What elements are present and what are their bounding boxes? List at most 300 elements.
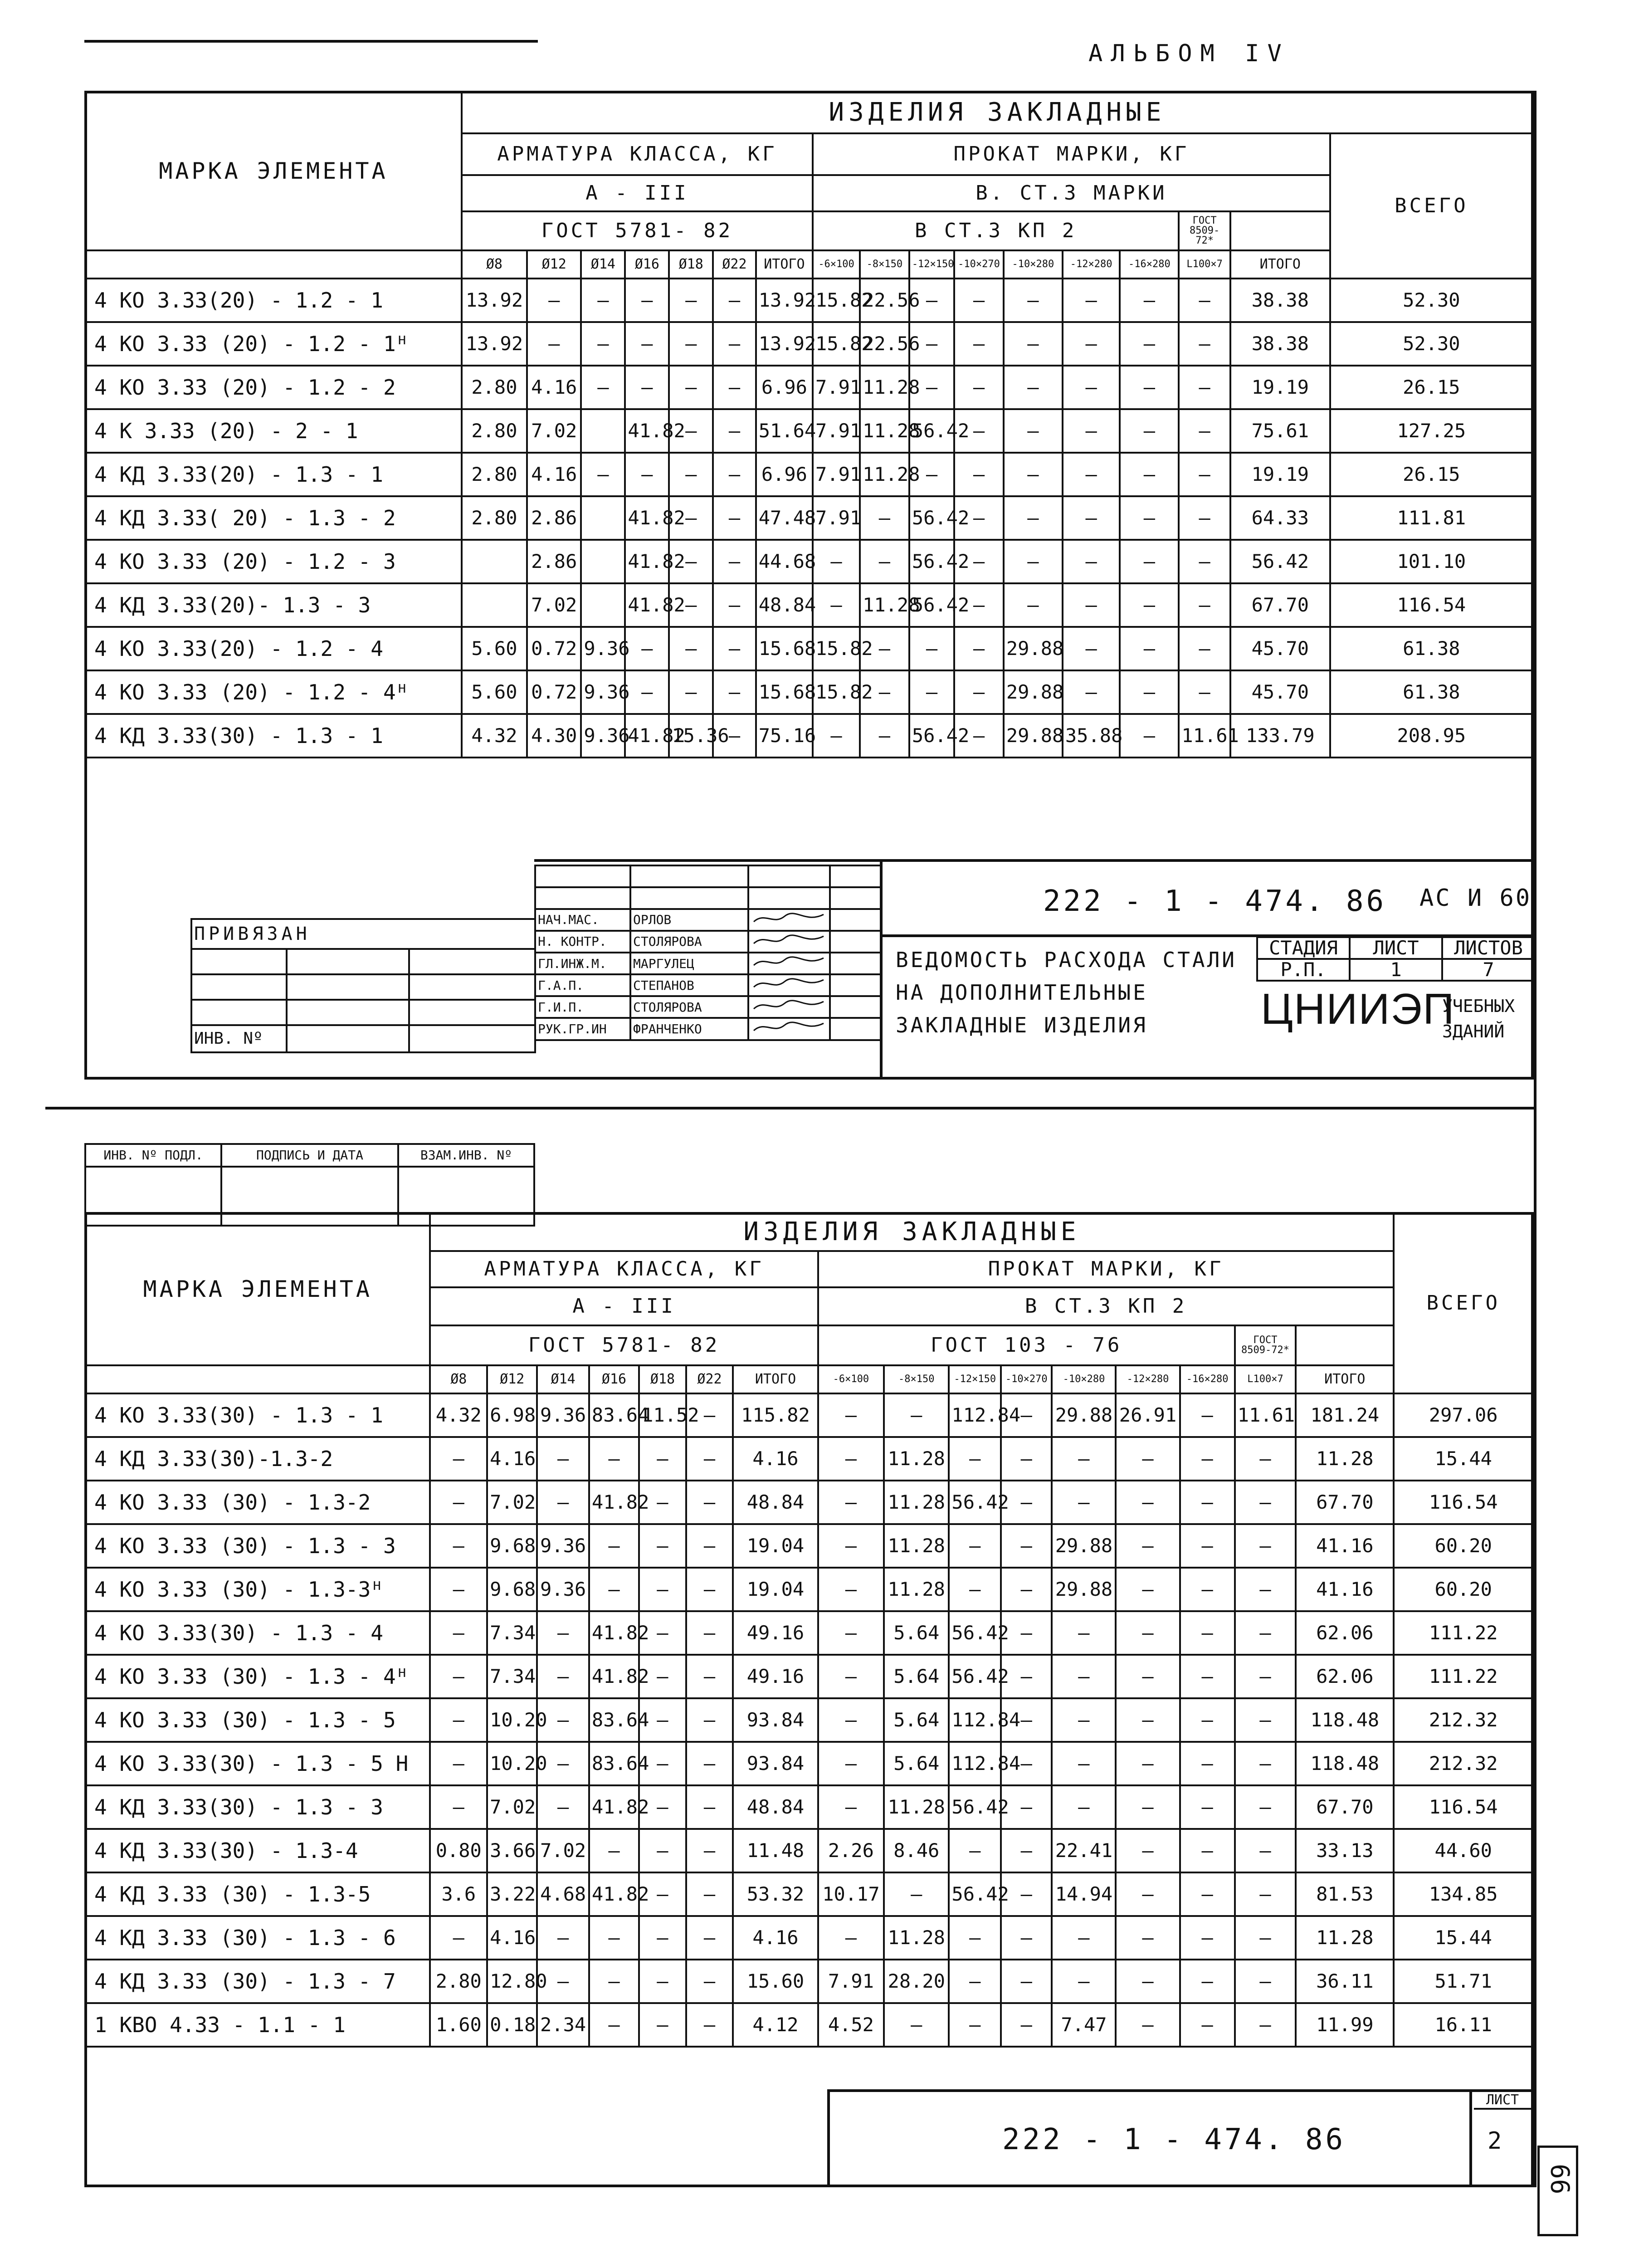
table-cell: —	[1180, 1960, 1235, 2003]
table-cell: —	[713, 366, 756, 409]
element-mark: 4 КО 3.33 (30) - 1.3 - 5	[85, 1698, 430, 1742]
table-cell: —	[1120, 453, 1179, 496]
table-cell: 11.28	[860, 453, 909, 496]
table-cell: —	[949, 1568, 1001, 1611]
top-col-header: ИТОГО	[1230, 250, 1330, 279]
rebar-gost: ГОСТ 5781- 82	[462, 211, 813, 250]
table-cell: —	[1179, 583, 1230, 627]
table-cell: —	[581, 453, 625, 496]
table-cell: —	[430, 1742, 487, 1785]
table-cell: —	[639, 1481, 686, 1524]
table-cell: 115.82	[733, 1393, 818, 1437]
table-cell: 11.28	[860, 583, 909, 627]
table-cell: —	[1120, 627, 1179, 670]
table-cell: —	[686, 1872, 733, 1916]
table-cell: 11.48	[733, 1829, 818, 1872]
table-cell: —	[639, 2003, 686, 2047]
table-cell: —	[818, 1437, 884, 1481]
bottom-col-header: -6×100	[818, 1365, 884, 1393]
table-cell: —	[1180, 1698, 1235, 1742]
table-cell: —	[1120, 366, 1179, 409]
table-cell: 7.91	[813, 409, 860, 453]
element-mark: 4 КД 3.33(30) - 1.3-4	[85, 1829, 430, 1872]
table-cell: 22.56	[860, 322, 909, 366]
table-cell: —	[1116, 2003, 1180, 2047]
table-cell: —	[625, 453, 669, 496]
signature	[748, 953, 830, 974]
role-label: РУК.ГР.ИН	[535, 1018, 630, 1040]
table-row	[85, 1960, 1533, 2003]
role-label: НАЧ.МАС.	[535, 909, 630, 931]
table-cell: 29.88	[1052, 1568, 1116, 1611]
table-cell: 13.92	[756, 279, 813, 322]
table-cell: 44.68	[756, 540, 813, 583]
table-cell: —	[430, 1524, 487, 1568]
table-cell: —	[527, 322, 581, 366]
table-row	[85, 322, 1533, 366]
table-cell: 35.88	[1063, 714, 1120, 758]
bottom-sheet-number: 2	[1488, 2127, 1502, 2155]
table-row	[85, 1611, 1533, 1655]
table-cell: —	[954, 322, 1004, 366]
table-cell: 51.64	[756, 409, 813, 453]
table-cell: —	[860, 670, 909, 714]
table-cell: 19.19	[1230, 366, 1330, 409]
table-cell: —	[1235, 1655, 1296, 1698]
table-cell: —	[1180, 1742, 1235, 1785]
table-row	[85, 409, 1533, 453]
table-cell: 41.16	[1296, 1568, 1394, 1611]
table-cell: —	[1116, 1437, 1180, 1481]
table-cell: —	[1052, 1437, 1116, 1481]
table-cell: —	[589, 1829, 639, 1872]
table-cell: 19.04	[733, 1524, 818, 1568]
element-mark: 4 КО 3.33 (30) - 1.3-3ᴴ	[85, 1568, 430, 1611]
table-cell: —	[949, 1829, 1001, 1872]
personnel-table	[534, 865, 882, 1041]
table-cell: 29.88	[1004, 670, 1063, 714]
table-cell: —	[818, 1916, 884, 1960]
table-cell: —	[537, 1655, 589, 1698]
table-cell: 93.84	[733, 1742, 818, 1785]
table-cell: 61.38	[1330, 670, 1533, 714]
table-cell: —	[1004, 496, 1063, 540]
table-cell: —	[1063, 366, 1120, 409]
mark-header-2: МАРКА ЭЛЕМЕНТА	[85, 1213, 430, 1365]
table-cell: —	[686, 1568, 733, 1611]
table-cell: 26.15	[1330, 453, 1533, 496]
element-mark: 4 КО 3.33 (20) - 1.2 - 1ᴴ	[85, 322, 462, 366]
table-cell: —	[686, 2003, 733, 2047]
table-cell: —	[713, 583, 756, 627]
table-cell: 11.28	[884, 1524, 949, 1568]
table-row	[85, 2003, 1533, 2047]
rebar-class-2: А - III	[430, 1287, 818, 1325]
bottom-col-header: Ø22	[686, 1365, 733, 1393]
table-cell: —	[1004, 453, 1063, 496]
top-col-header: -10×270	[954, 250, 1004, 279]
bottom-col-header: -12×150	[949, 1365, 1001, 1393]
stage-value: Р.П.	[1257, 959, 1350, 981]
element-mark: 4 КД 3.33(30) - 1.3 - 3	[85, 1785, 430, 1829]
table-cell: 83.64	[589, 1742, 639, 1785]
table-cell: 36.11	[1296, 1960, 1394, 2003]
table-cell: —	[713, 279, 756, 322]
table-cell: 62.06	[1296, 1611, 1394, 1655]
table-cell: 15.60	[733, 1960, 818, 2003]
table-cell: 29.88	[1004, 714, 1063, 758]
table-cell: 41.16	[1296, 1524, 1394, 1568]
table-row	[85, 1437, 1533, 1481]
org-logo: ЦНИИЭП	[1261, 985, 1455, 1033]
table-cell: 41.82	[589, 1655, 639, 1698]
rebar-gost-2: ГОСТ 5781- 82	[430, 1325, 818, 1365]
role-label: Г.А.П.	[535, 974, 630, 996]
privyazan-table	[190, 918, 536, 1053]
table-cell: —	[625, 322, 669, 366]
table-cell: 101.10	[1330, 540, 1533, 583]
bottom-col-header: ИТОГО	[733, 1365, 818, 1393]
table-row	[85, 1524, 1533, 1568]
table-cell: 56.42	[909, 540, 954, 583]
table-cell: —	[1235, 1872, 1296, 1916]
sign-date-label: ПОДПИСЬ И ДАТА	[221, 1144, 398, 1167]
stage-table	[1256, 936, 1536, 982]
table-cell: 0.72	[527, 670, 581, 714]
table-cell: 2.80	[430, 1960, 487, 2003]
steel-grade-2: В СТ.3 КП 2	[813, 211, 1179, 250]
table-cell: —	[1001, 1568, 1052, 1611]
table-cell: 75.16	[756, 714, 813, 758]
table-cell: 11.28	[884, 1916, 949, 1960]
table-cell: 7.02	[537, 1829, 589, 1872]
table-cell: —	[1001, 1742, 1052, 1785]
table-cell: 2.80	[462, 366, 527, 409]
table-cell: 0.80	[430, 1829, 487, 1872]
role-label: ГЛ.ИНЖ.М.	[535, 953, 630, 974]
table-cell: 10.20	[487, 1742, 537, 1785]
table-cell: —	[1116, 1481, 1180, 1524]
table-cell: —	[1004, 366, 1063, 409]
table-cell: 112.84	[949, 1742, 1001, 1785]
table-cell: —	[537, 1960, 589, 2003]
table-cell: 52.30	[1330, 279, 1533, 322]
signature	[748, 974, 830, 996]
table-cell: —	[1001, 1829, 1052, 1872]
bottom-steel-table	[84, 1212, 1534, 2048]
table-cell: —	[1116, 1872, 1180, 1916]
table-cell: 7.02	[487, 1785, 537, 1829]
table-cell: —	[625, 366, 669, 409]
table-cell: 41.82	[625, 714, 669, 758]
table-cell: —	[954, 670, 1004, 714]
table-cell: 47.48	[756, 496, 813, 540]
table-cell: —	[639, 1698, 686, 1742]
page-number: 99	[1546, 2164, 1576, 2195]
sheets-value: 7	[1442, 959, 1535, 981]
mark-blank	[85, 250, 462, 279]
steel-gost: ГОСТ 8509-72*	[1179, 211, 1230, 250]
table-cell: —	[813, 583, 860, 627]
table-cell: —	[954, 540, 1004, 583]
element-mark: 4 К 3.33 (20) - 2 - 1	[85, 409, 462, 453]
table-cell: —	[1116, 1611, 1180, 1655]
table-row	[85, 496, 1533, 540]
table-cell: —	[686, 1742, 733, 1785]
privyazan-label: ПРИВЯЗАН	[191, 919, 535, 949]
table-cell: 111.22	[1394, 1611, 1533, 1655]
table-cell: —	[639, 1524, 686, 1568]
table-cell: 10.17	[818, 1872, 884, 1916]
table-cell: —	[1052, 1481, 1116, 1524]
table-cell: —	[1235, 1916, 1296, 1960]
element-mark: 4 КО 3.33(20) - 1.2 - 4	[85, 627, 462, 670]
table-cell: —	[1001, 1960, 1052, 2003]
table-cell: —	[1180, 1481, 1235, 1524]
table-cell: 9.68	[487, 1568, 537, 1611]
table-cell: 9.36	[537, 1393, 589, 1437]
table-row	[85, 1872, 1533, 1916]
table-cell: —	[1120, 540, 1179, 583]
table-cell: 15.68	[756, 670, 813, 714]
table-cell: 7.02	[487, 1481, 537, 1524]
table-cell: —	[1180, 2003, 1235, 2047]
table-cell: 60.20	[1394, 1524, 1533, 1568]
table-cell: —	[1004, 583, 1063, 627]
table-cell: 15.82	[813, 322, 860, 366]
table-cell: —	[625, 670, 669, 714]
table-cell: 7.91	[818, 1960, 884, 2003]
table-cell: 49.16	[733, 1655, 818, 1698]
table-cell: 26.91	[1116, 1393, 1180, 1437]
table-cell: 2.86	[527, 540, 581, 583]
table-cell: —	[686, 1524, 733, 1568]
top-col-header: Ø14	[581, 250, 625, 279]
table-cell: 41.82	[625, 409, 669, 453]
table-cell: —	[1120, 670, 1179, 714]
table-cell: —	[1116, 1916, 1180, 1960]
table-cell: —	[1180, 1437, 1235, 1481]
element-mark: 4 КД 3.33( 20) - 1.3 - 2	[85, 496, 462, 540]
table-cell: 6.98	[487, 1393, 537, 1437]
table-cell: —	[537, 1698, 589, 1742]
table-cell: —	[1179, 409, 1230, 453]
table-row	[85, 453, 1533, 496]
table-cell: —	[884, 2003, 949, 2047]
table-cell: —	[713, 627, 756, 670]
rebar-class: А - III	[462, 175, 813, 211]
table-cell: 116.54	[1394, 1481, 1533, 1524]
table-cell: —	[1116, 1568, 1180, 1611]
table-cell: 67.70	[1296, 1481, 1394, 1524]
table-cell: 7.91	[813, 453, 860, 496]
table-cell: —	[639, 1742, 686, 1785]
table-cell: —	[1235, 1524, 1296, 1568]
table-cell: —	[669, 453, 713, 496]
bottom-sheet-label: ЛИСТ	[1474, 2092, 1531, 2110]
table-cell: 0.72	[527, 627, 581, 670]
table-cell: 56.42	[909, 714, 954, 758]
table-cell: —	[860, 496, 909, 540]
table-cell: 12.80	[487, 1960, 537, 2003]
table-cell: 11.28	[884, 1481, 949, 1524]
top-col-header: -16×280	[1120, 250, 1179, 279]
element-mark: 4 КД 3.33 (30) - 1.3-5	[85, 1872, 430, 1916]
table-cell: —	[430, 1481, 487, 1524]
sheet-value: 1	[1350, 959, 1442, 981]
element-mark: 4 КО 3.33(20) - 1.2 - 1	[85, 279, 462, 322]
table-cell: —	[954, 366, 1004, 409]
table-cell: —	[713, 714, 756, 758]
table-cell: 41.82	[625, 540, 669, 583]
table-cell: 53.32	[733, 1872, 818, 1916]
table-cell: 4.16	[527, 366, 581, 409]
table-cell: 41.82	[625, 583, 669, 627]
table-cell: —	[954, 409, 1004, 453]
table-cell: —	[625, 627, 669, 670]
table-cell: —	[639, 1872, 686, 1916]
table-cell: 64.33	[1230, 496, 1330, 540]
table-cell: 67.70	[1230, 583, 1330, 627]
table-cell: —	[537, 1916, 589, 1960]
table-cell: —	[860, 627, 909, 670]
table-cell: 29.88	[1052, 1524, 1116, 1568]
table-cell: 11.28	[884, 1785, 949, 1829]
table-cell: 7.47	[1052, 2003, 1116, 2047]
table-cell: —	[1001, 1872, 1052, 1916]
table-cell: 45.70	[1230, 627, 1330, 670]
signature	[748, 996, 830, 1018]
table-row	[85, 1829, 1533, 1872]
table-row	[85, 1481, 1533, 1524]
table-cell: 11.61	[1235, 1393, 1296, 1437]
table-cell: —	[1235, 2003, 1296, 2047]
table-cell: —	[1180, 1829, 1235, 1872]
table-cell	[581, 540, 625, 583]
table-cell: 181.24	[1296, 1393, 1394, 1437]
bottom-col-header: ИТОГО	[1296, 1365, 1394, 1393]
table-cell: 9.68	[487, 1524, 537, 1568]
table-cell: —	[1120, 409, 1179, 453]
table-cell: —	[1052, 1916, 1116, 1960]
table-cell: —	[1052, 1742, 1116, 1785]
table-cell: 1.60	[430, 2003, 487, 2047]
table-cell: 15.82	[813, 279, 860, 322]
table-cell: —	[669, 583, 713, 627]
table-cell: —	[669, 627, 713, 670]
rebar-header-2: АРМАТУРА КЛАССА, КГ	[430, 1251, 818, 1287]
table-cell: 19.19	[1230, 453, 1330, 496]
table-cell: 9.36	[537, 1524, 589, 1568]
table-cell: —	[860, 714, 909, 758]
table-cell: —	[1180, 1655, 1235, 1698]
table-cell: —	[1063, 409, 1120, 453]
table-cell: —	[537, 1481, 589, 1524]
table-cell: 9.36	[581, 670, 625, 714]
table-cell: —	[537, 1785, 589, 1829]
table-cell: 4.30	[527, 714, 581, 758]
table-cell: 83.64	[589, 1393, 639, 1437]
table-cell: —	[909, 453, 954, 496]
table-row	[85, 1742, 1533, 1785]
table-cell: 11.52	[639, 1393, 686, 1437]
table-cell: —	[686, 1481, 733, 1524]
top-stub-line	[84, 40, 538, 43]
table-cell: —	[686, 1785, 733, 1829]
table-cell: —	[1180, 1872, 1235, 1916]
top-col-header: -12×150	[909, 250, 954, 279]
table-cell: —	[1120, 322, 1179, 366]
replace-inv-label: ВЗАМ.ИНВ. Nº	[398, 1144, 534, 1167]
element-mark: 4 КО 3.33 (30) - 1.3 - 3	[85, 1524, 430, 1568]
table-cell: 14.94	[1052, 1872, 1116, 1916]
table-cell: 56.42	[949, 1785, 1001, 1829]
table-cell: —	[1052, 1655, 1116, 1698]
table-cell: 41.82	[589, 1785, 639, 1829]
bottom-col-header: Ø14	[537, 1365, 589, 1393]
table-cell: —	[909, 670, 954, 714]
table-cell	[462, 583, 527, 627]
table-cell: 127.25	[1330, 409, 1533, 453]
table-cell: 4.32	[430, 1393, 487, 1437]
table-cell: —	[581, 322, 625, 366]
table-cell: —	[884, 1393, 949, 1437]
table-cell: 5.60	[462, 670, 527, 714]
header-blank-2	[1296, 1325, 1394, 1365]
table-row	[85, 670, 1533, 714]
person-name: СТОЛЯРОВА	[630, 931, 748, 953]
table-cell: —	[909, 627, 954, 670]
table-cell: —	[589, 2003, 639, 2047]
table-cell: —	[1180, 1568, 1235, 1611]
table-cell: 112.84	[949, 1393, 1001, 1437]
table-cell: —	[1052, 1698, 1116, 1742]
table-cell: —	[1235, 1742, 1296, 1785]
table-cell: 6.96	[756, 366, 813, 409]
album-label: АЛЬБОМ IV	[1088, 40, 1290, 67]
sheet-separator	[45, 1107, 1534, 1110]
top-col-header: ИТОГО	[756, 250, 813, 279]
table-cell: 93.84	[733, 1698, 818, 1742]
table-row	[85, 1785, 1533, 1829]
table-cell: —	[639, 1829, 686, 1872]
table-cell: —	[949, 1916, 1001, 1960]
table-cell: —	[1063, 496, 1120, 540]
table-row	[85, 1698, 1533, 1742]
table-cell: —	[1235, 1611, 1296, 1655]
table-cell: 2.80	[462, 453, 527, 496]
total-header-2: ВСЕГО	[1394, 1213, 1533, 1393]
table-cell: —	[1116, 1655, 1180, 1698]
table-cell: —	[1120, 279, 1179, 322]
element-mark: 4 КД 3.33(20) - 1.3 - 1	[85, 453, 462, 496]
table-cell	[581, 583, 625, 627]
table-cell: —	[909, 322, 954, 366]
table-cell: —	[813, 540, 860, 583]
table-cell: —	[713, 453, 756, 496]
table-cell: —	[430, 1916, 487, 1960]
table-cell: —	[686, 1916, 733, 1960]
table-cell: —	[1116, 1829, 1180, 1872]
table-cell: —	[1235, 1698, 1296, 1742]
table-cell: —	[1179, 670, 1230, 714]
person-name: ОРЛОВ	[630, 909, 748, 931]
top-col-header: L100×7	[1179, 250, 1230, 279]
element-mark: 1 КВО 4.33 - 1.1 - 1	[85, 2003, 430, 2047]
title-series: АС И 60	[1419, 885, 1532, 912]
table-cell: —	[1180, 1393, 1235, 1437]
steel-grade: В. СТ.3 МАРКИ	[813, 175, 1330, 211]
